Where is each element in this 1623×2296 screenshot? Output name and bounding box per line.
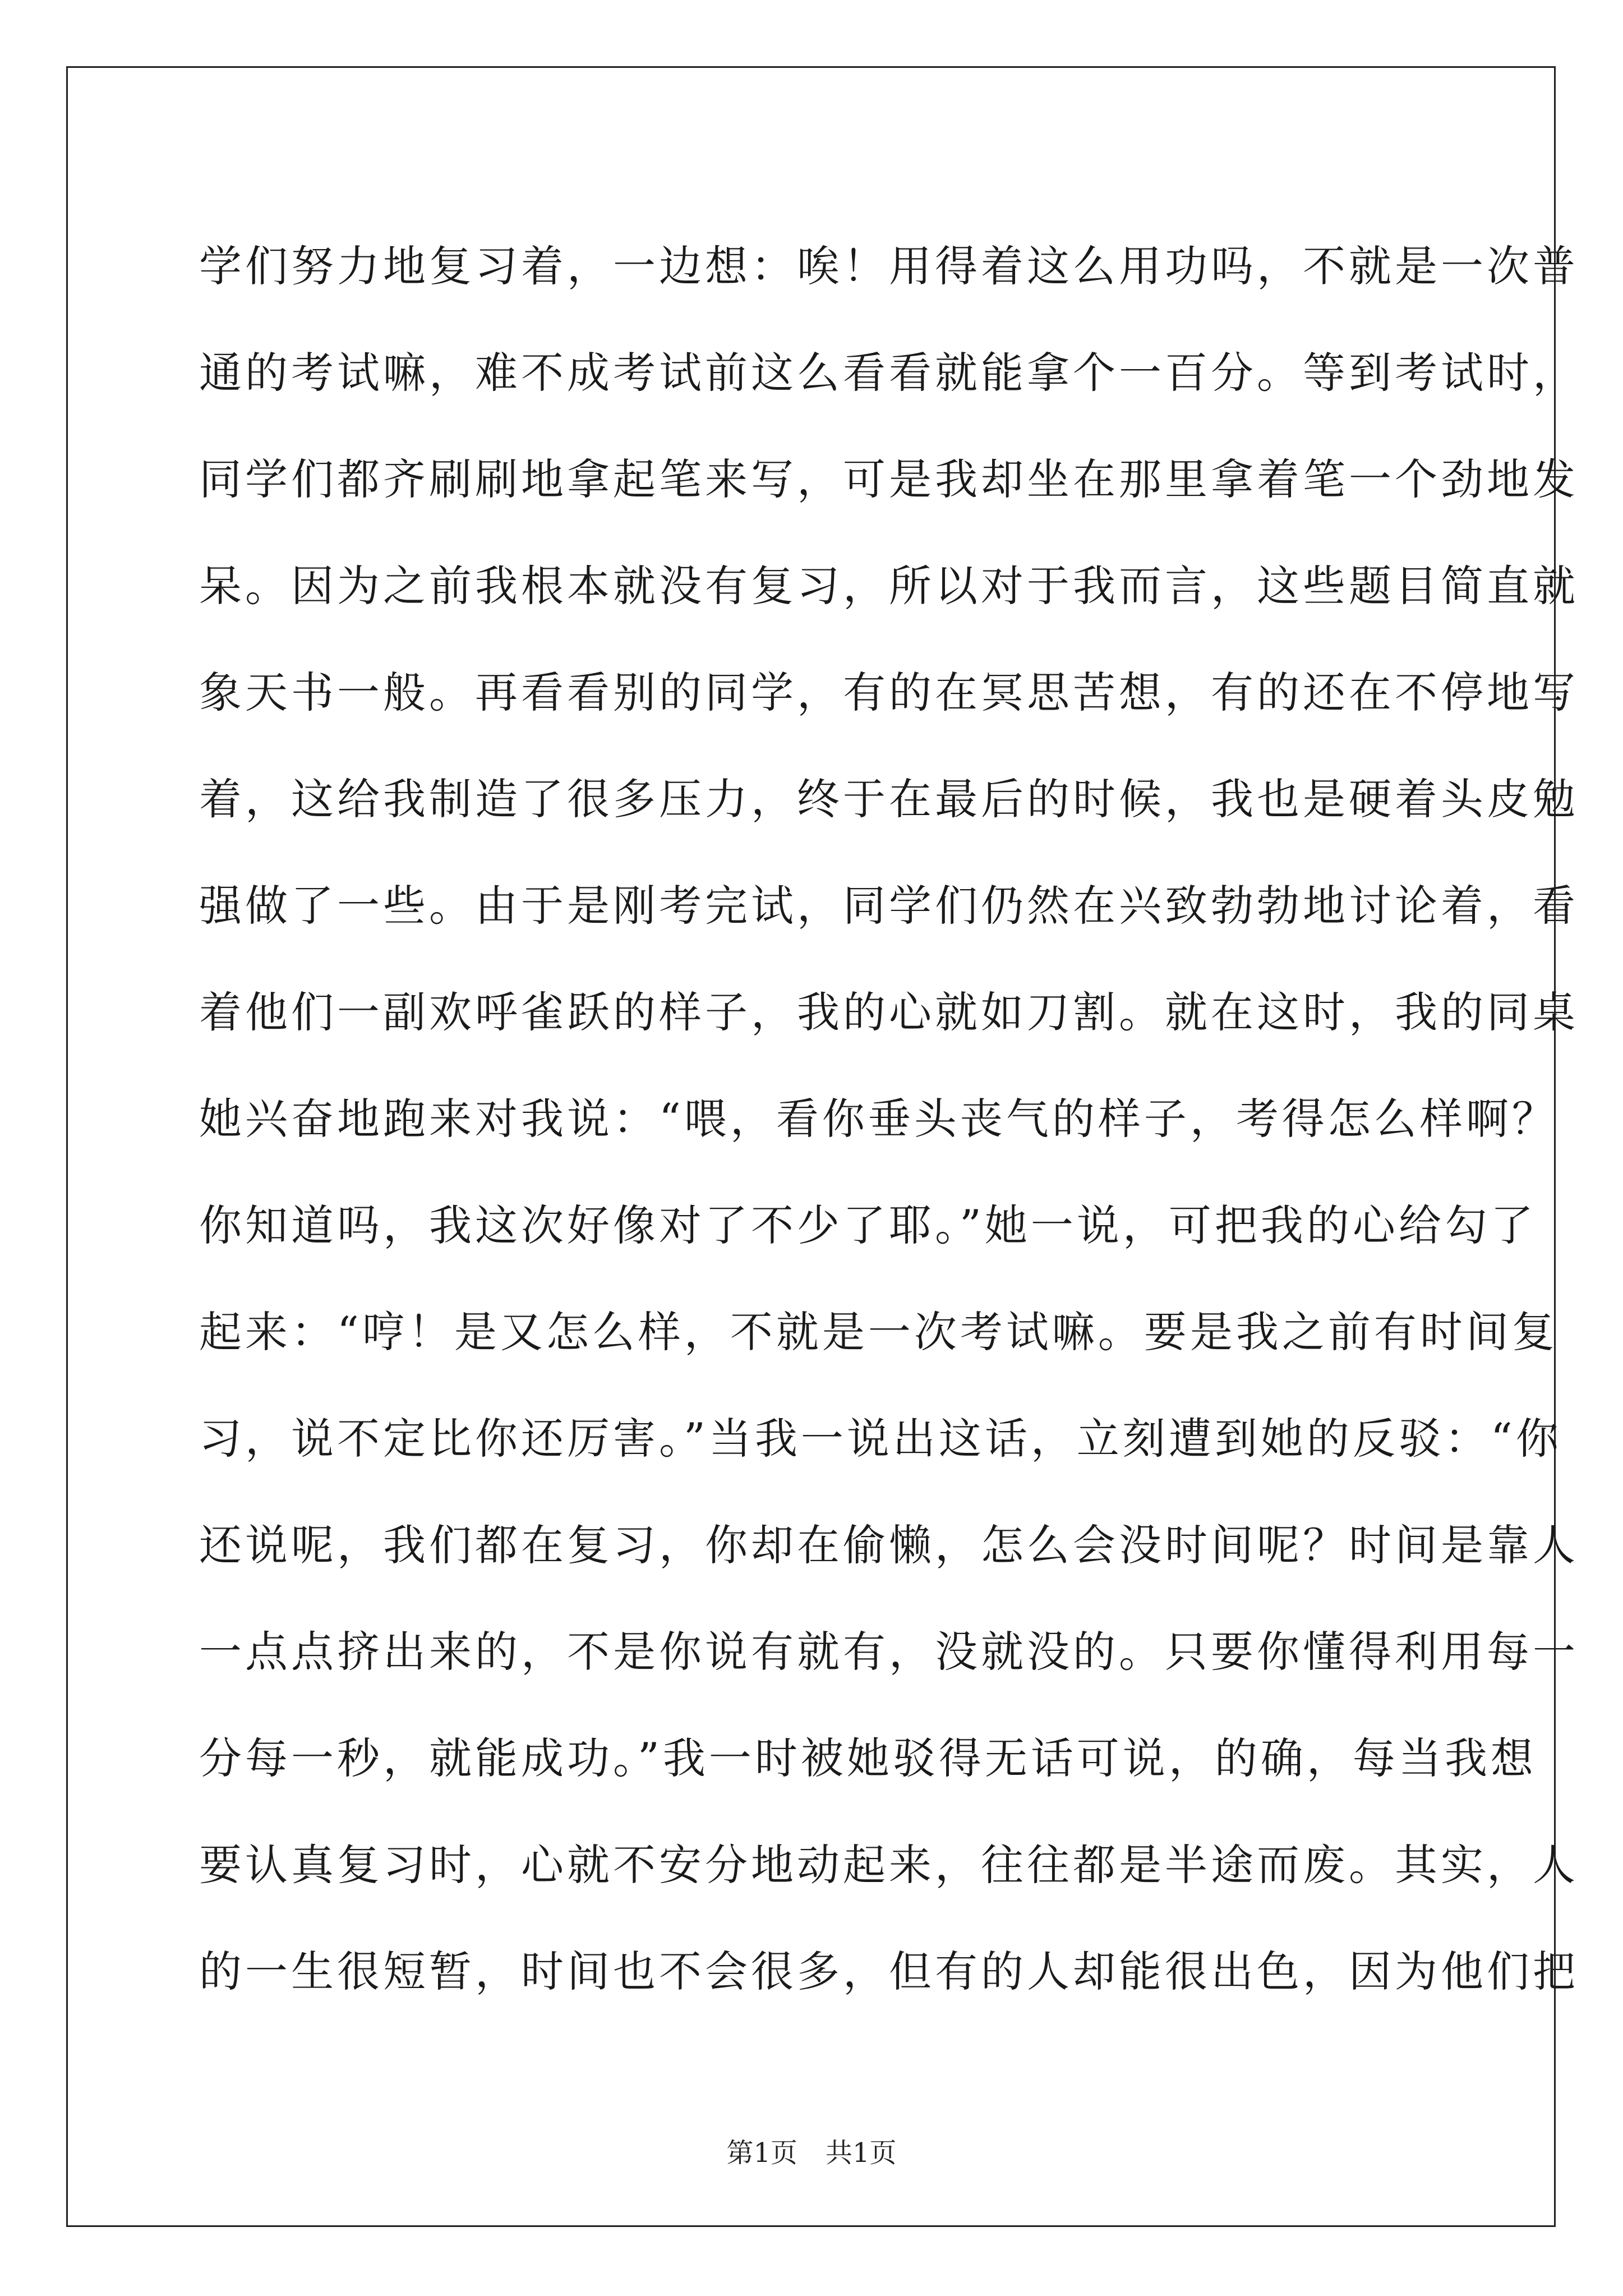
text-line: 着他们一副欢呼雀跃的样子，我的心就如刀割。就在这时，我的同桌 <box>199 987 1579 1037</box>
text-line: 着，这给我制造了很多压力，终于在最后的时候，我也是硬着头皮勉 <box>199 774 1579 824</box>
text-line: 强做了一些。由于是刚考完试，同学们仍然在兴致勃勃地讨论着，看 <box>199 881 1579 931</box>
text-line: 你知道吗，我这次好像对了不少了耶。”她一说，可把我的心给勾了 <box>199 1200 1537 1250</box>
text-line: 呆。因为之前我根本就没有复习，所以对于我而言，这些题目简直就 <box>199 561 1579 611</box>
body-text <box>199 213 1579 2025</box>
text-line: 通的考试嘛，难不成考试前这么看看就能拿个一百分。等到考试时， <box>199 348 1579 398</box>
text-line: 学们努力地复习着，一边想：唉！用得着这么用功吗，不就是一次普 <box>199 241 1579 291</box>
text-line: 同学们都齐刷刷地拿起笔来写，可是我却坐在那里拿着笔一个劲地发 <box>199 454 1579 504</box>
text-line: 她兴奋地跑来对我说：“喂，看你垂头丧气的样子，考得怎么样啊？ <box>199 1094 1558 1144</box>
text-line: 要认真复习时，心就不安分地动起来，往往都是半途而废。其实，人 <box>199 1840 1579 1890</box>
page-number-current: 第1页 <box>726 2137 797 2169</box>
page-footer <box>0 2136 1623 2170</box>
text-line: 的一生很短暂，时间也不会很多，但有的人却能很出色，因为他们把 <box>199 1947 1579 1996</box>
text-line: 分每一秒，就能成功。”我一时被她驳得无话可说，的确，每当我想 <box>199 1733 1537 1783</box>
text-line: 习，说不定比你还厉害。”当我一说出这话，立刻遭到她的反驳：“你 <box>199 1414 1562 1464</box>
text-line: 起来：“哼！是又怎么样，不就是一次考试嘛。要是我之前有时间复 <box>199 1307 1558 1357</box>
text-line: 一点点挤出来的，不是你说有就有，没就没的。只要你懂得利用每一 <box>199 1627 1579 1677</box>
text-line: 还说呢，我们都在复习，你却在偷懒，怎么会没时间呢？时间是靠人 <box>199 1520 1579 1570</box>
page-number-total: 共1页 <box>826 2137 897 2169</box>
text-line: 象天书一般。再看看别的同学，有的在冥思苦想，有的还在不停地写 <box>199 668 1579 717</box>
